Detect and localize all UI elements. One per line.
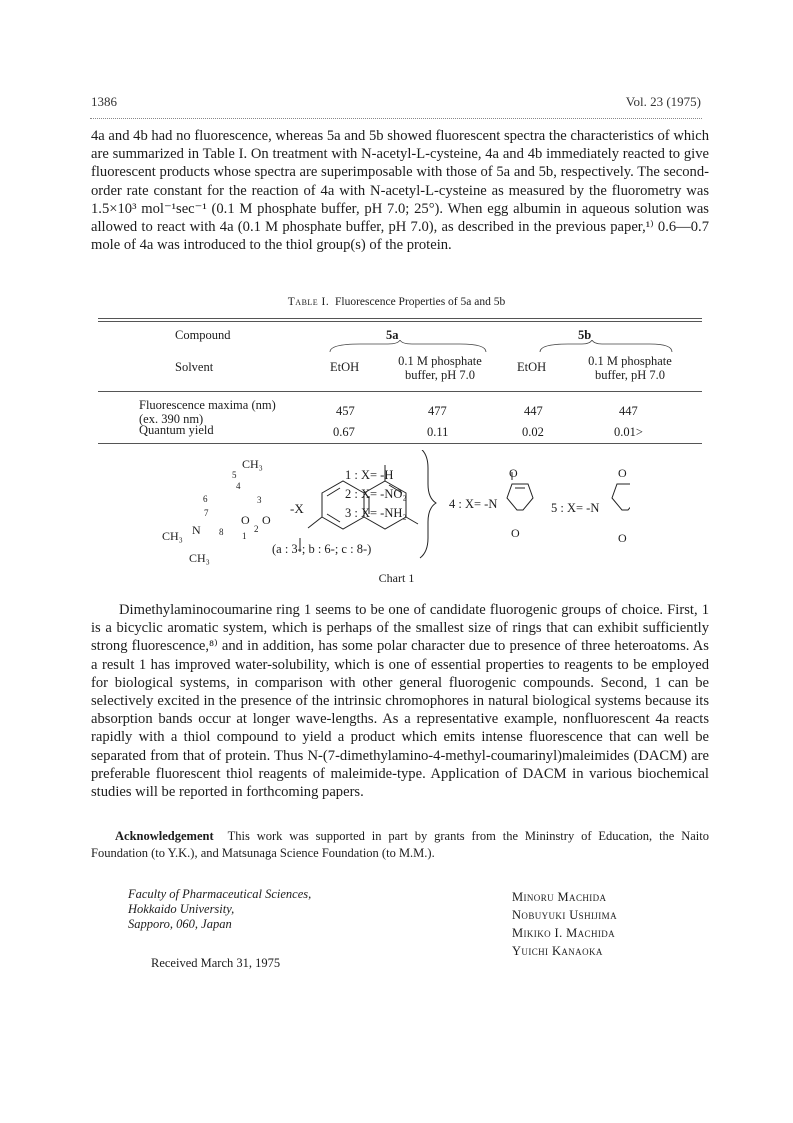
table-cell: 0.01> bbox=[614, 425, 643, 439]
table-caption bbox=[0, 296, 793, 308]
acknowledgement bbox=[91, 828, 709, 861]
ring-number: 1 bbox=[242, 531, 247, 541]
group-header-5b: 5b bbox=[578, 328, 592, 342]
ring-number: 3 bbox=[257, 495, 262, 505]
ring-number: 7 bbox=[204, 508, 209, 518]
author-name: Yuichi Kanaoka bbox=[512, 944, 603, 958]
author-name: Mikiko I. Machida bbox=[512, 926, 616, 940]
table-bottom-rule bbox=[98, 443, 702, 444]
succinimide-label: 5 : X= -N bbox=[551, 501, 600, 515]
methyl-label-top: CH₃ bbox=[242, 457, 263, 471]
row-fluorescence-label: Fluorescence maxima (nm) (ex. 390 nm) bbox=[139, 398, 276, 426]
imide-oxygen: O bbox=[618, 466, 627, 480]
body-paragraph-2: Dimethylaminocoumarine ring 1 seems to be one of candidate fluorogenic groups of choice. First, 1 is a bicyclic aromatic system, which is perhaps of the smallest size of rings that can exhibit sufficiently strong fluorescence,⁸⁾ and in addition, has some polar character due to presence of three heteroatoms. As a result 1 has improved water-solubility, which is one of essential properties to reagents to be employed for biological systems, in comparison with other general fluorogenic compounds. Second, 1 can be selectively excited in the presence of the intrinsic chromophores in natural biological systems because its absorption bands occur at longer wave-lengths. As a representative example, nonfluorescent 4a reacts rapidly with a thiol compound to yield a product which emits intense fluorescence that can well be separated from that of protein. Thus N-(7-dimethylamino-4-methyl-coumarinyl)maleimides (DACM) are preferable fluorescent thiol reagents of maleimide-type. Application of DACM in various biochemical studies will be reported in forthcoming papers. bbox=[91, 602, 709, 801]
table-mid-rule bbox=[98, 391, 702, 392]
variant-2: 2 : X= -NO₂ bbox=[345, 487, 407, 501]
ring-number: 2 bbox=[254, 524, 259, 534]
header-rule bbox=[90, 118, 702, 119]
table-caption-text: Fluorescence Properties of 5a and 5b bbox=[335, 296, 506, 308]
affiliation: Faculty of Pharmaceutical Sciences, Hokkaido University, Sapporo, 060, Japan bbox=[128, 887, 312, 931]
table-cell: 457 bbox=[336, 404, 355, 418]
substituent-x-label: -X bbox=[290, 501, 304, 516]
table-cell: 0.11 bbox=[427, 425, 449, 439]
ring-number: 8 bbox=[219, 527, 224, 537]
row-quantum-yield-label: Quantum yield bbox=[139, 423, 214, 437]
ring-number: 5 bbox=[232, 470, 237, 480]
imide-oxygen: O bbox=[511, 526, 520, 540]
maleimide-label: 4 : X= -N bbox=[449, 497, 498, 511]
body-paragraph-1: 4a and 4b had no fluorescence, whereas 5a and 5b showed fluorescent spectra the characteristics of which are summarized in Table I. On treatment with N-acetyl-L-cysteine, 4a and 4b immediately reacted to give fluorescent products whose spectra are superimposable with those of 5a and 5b, respectively. The second-order rate constant for the reaction of 4a with N-acetyl-L-cysteine as measured by the fluorometry was 1.5×10³ mol⁻¹sec⁻¹ (0.1 M phosphate buffer, pH 7.0; 25°). When egg albumin in aqueous solution was allowed to react with 4a (0.1 M phosphate buffer, pH 7.0), as described in the previous paper,¹⁾ 0.6—0.7 mole of 4a was introduced to the thiol group(s) of the protein. bbox=[91, 128, 709, 254]
table-cell: 447 bbox=[619, 404, 638, 418]
chart-1-label: Chart 1 bbox=[378, 571, 415, 585]
ring-number: 6 bbox=[203, 494, 208, 504]
substitution-positions: (a : 3-; b : 6-; c : 8-) bbox=[272, 542, 372, 556]
variant-1: 1 : X= -H bbox=[345, 468, 394, 482]
received-date: Received March 31, 1975 bbox=[151, 956, 281, 970]
col-solvent-header: Solvent bbox=[175, 360, 214, 374]
table-caption-label: Table I. bbox=[287, 296, 330, 308]
author-name: Nobuyuki Ushijima bbox=[512, 908, 617, 922]
variant-3: 3 : X= -NH₂ bbox=[345, 506, 407, 520]
table-top-rule bbox=[98, 318, 702, 319]
table-cell: 0.67 bbox=[333, 425, 355, 439]
ring-oxygen-label: O bbox=[241, 513, 250, 527]
solvent-buffer-5b: 0.1 M phosphate buffer, pH 7.0 bbox=[588, 354, 672, 382]
carbonyl-oxygen-label: O bbox=[262, 513, 271, 527]
acknowledgement-text: This work was supported in part by grants from the Mininstry of Education, the Naito Foundation (to Y.K.), and Matsunaga Science Foundation (to M.M.). bbox=[91, 829, 709, 860]
page-number: 1386 bbox=[91, 94, 117, 109]
table-cell: 0.02 bbox=[522, 425, 544, 439]
solvent-etoh-5b: EtOH bbox=[517, 360, 547, 374]
col-compound-header: Compound bbox=[175, 328, 231, 342]
n-methyl-label-left: CH₃ bbox=[162, 529, 183, 543]
solvent-buffer-5a: 0.1 M phosphate buffer, pH 7.0 bbox=[398, 354, 482, 382]
group-header-5a: 5a bbox=[386, 328, 399, 342]
table-top-rule-2 bbox=[98, 321, 702, 322]
table-cell: 447 bbox=[524, 404, 543, 418]
solvent-etoh-5a: EtOH bbox=[330, 360, 360, 374]
table-cell: 477 bbox=[428, 404, 447, 418]
ring-number: 4 bbox=[236, 481, 241, 491]
imide-oxygen: O bbox=[509, 466, 518, 480]
group-braces bbox=[320, 340, 700, 354]
imide-oxygen: O bbox=[618, 531, 627, 545]
acknowledgement-label: Acknowledgement bbox=[115, 829, 214, 843]
author-name: Minoru Machida bbox=[512, 890, 607, 904]
n-methyl-label-bottom: CH₃ bbox=[189, 551, 210, 565]
author-list bbox=[512, 888, 617, 960]
nitrogen-label: N bbox=[192, 523, 201, 537]
journal-volume: Vol. 23 (1975) bbox=[625, 94, 701, 109]
